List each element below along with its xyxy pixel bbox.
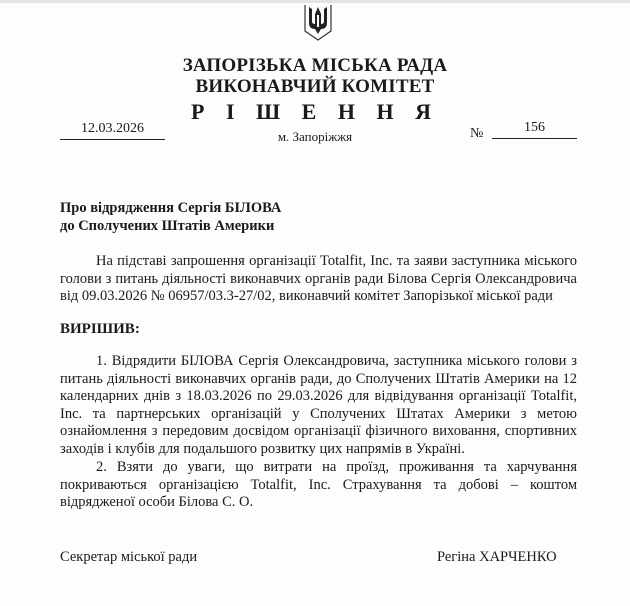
trident-coat-of-arms-icon <box>303 5 333 41</box>
subject-block <box>60 199 281 235</box>
city-name: м. Запоріжжя <box>277 129 353 144</box>
committee-name: ВИКОНАВЧИЙ КОМІТЕТ <box>195 76 435 97</box>
decision-items <box>60 353 577 513</box>
document-page <box>0 3 630 606</box>
council-name: ЗАПОРІЗЬКА МІСЬКА РАДА <box>182 55 448 76</box>
decision-date: 12.03.2026 <box>60 121 165 140</box>
signatory-name: Регіна ХАРЧЕНКО <box>437 549 557 565</box>
resolved-label: ВИРІШИВ: <box>60 321 140 337</box>
number-sign: № <box>470 126 484 141</box>
preamble-text: На підставі запрошення організації Totalfit, Inc. та заяви заступника міського голови з питань діяльності виконавчих органів ради Білова Сергія Олександровича від 09.03.2026 № 06957/03.3-27/02, виконавчий комітет Запорізької міської ради <box>60 253 577 304</box>
subject-line-1: Про відрядження Сергія БІЛОВА <box>60 200 282 216</box>
decision-item-1: 1. Відрядити БІЛОВА Сергія Олександровича, заступника міського голови з питань діяльності виконавчих органів ради, до Сполучених Штатів Америки на 12 календарних днів з 18.03.2026 по 29.03.2026 для відвідування організації Totalfit, Inc. та партнерських організацій у Сполучених Штатах Америки з метою ознайомлення з передовим досвідом організації фізичного виховання, спортивних заходів і клубів для подальшого розвитку цих напрямів в Україні. <box>60 353 577 457</box>
preamble <box>60 253 577 306</box>
document-type: Р І Ш Е Н Н Я <box>191 99 439 124</box>
signatory-title: Секретар міської ради <box>60 549 198 565</box>
decision-item-2: 2. Взяти до уваги, що витрати на проїзд, проживання та харчування покриваються організацією Totalfit, Inc. Страхування та добові – коштом відрядженої особи Білова С. О. <box>60 459 577 510</box>
subject-line-2: до Сполучених Штатів Америки <box>60 218 275 234</box>
decision-number: 156 <box>492 120 577 139</box>
